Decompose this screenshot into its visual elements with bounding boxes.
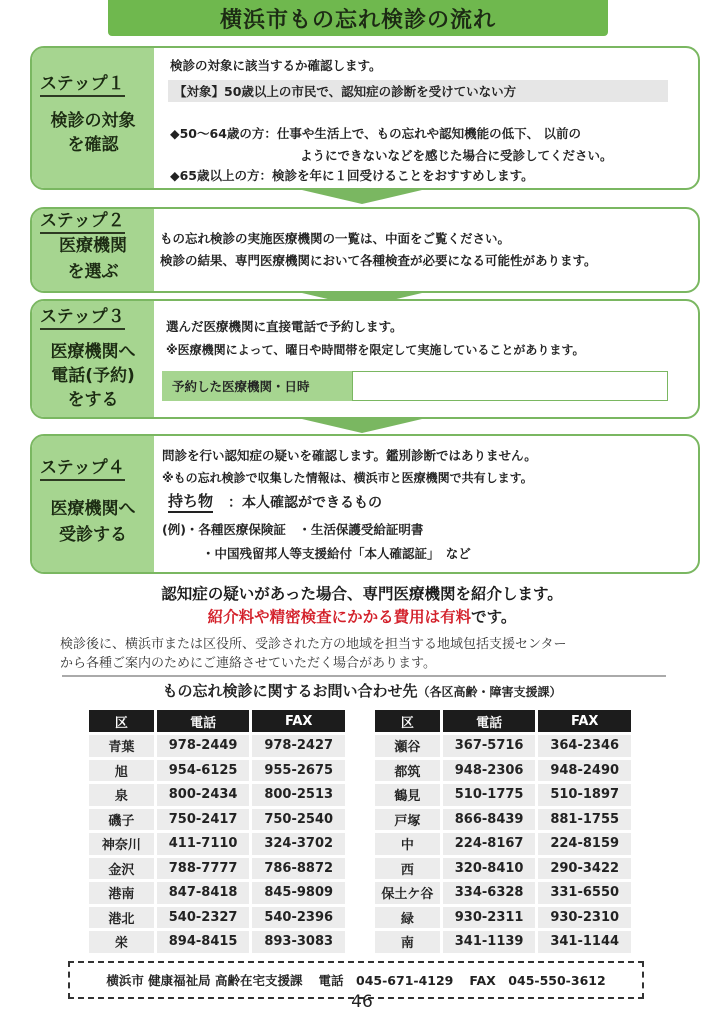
step-4-line-1: 問診を行い認知症の疑いを確認します。鑑別診断ではありません。 [162,448,537,463]
ward-name: 磯子 [89,809,154,831]
arrow-1 [302,190,422,204]
tel-number: 930-2311 [443,907,536,929]
step-1-sub-2: を確認 [67,135,119,155]
step-3-sub-2: 電話(予約) [51,366,135,386]
contact-table-right [372,707,634,956]
tel-number: 978-2449 [157,735,250,757]
notice-note-2: から各種ご案内のためにご連絡させていただく場合があります。 [60,656,436,671]
table-row [375,931,631,953]
table-row [89,784,345,806]
ward-name: 港南 [89,882,154,904]
fax-number: 978-2427 [252,735,345,757]
footer-fax: FAX 045-550-3612 [469,973,606,988]
ward-name: 戸塚 [375,809,440,831]
tel-number: 224-8167 [443,833,536,855]
step-1-line-5: ◆65歳以上の方：検診を年に１回受けることをおすすめします。 [170,168,534,183]
header-fax: FAX [252,710,345,732]
fax-number: 510-1897 [538,784,631,806]
tel-number: 367-5716 [443,735,536,757]
step-4-box [30,434,700,574]
table-row [375,809,631,831]
fax-number: 786-8872 [252,858,345,880]
footer-org: 横浜市 健康福祉局 高齢在宅支援課 [106,973,303,988]
table-row [375,907,631,929]
table-header-row [375,710,631,732]
contact-title-main: もの忘れ検診に関するお問い合わせ先 [162,682,418,700]
contact-divider [62,675,666,677]
table-header-row [89,710,345,732]
step-4-belongings: ：本人確認ができるもの [228,495,382,511]
step-1-box [30,46,700,190]
table-row [89,833,345,855]
table-row [89,858,345,880]
ward-name: 神奈川 [89,833,154,855]
footer-tel: 電話 045-671-4129 [318,973,454,988]
step-3-box [30,299,700,419]
step-2-box [30,207,700,293]
header-tel: 電話 [157,710,250,732]
reservation-field[interactable] [352,371,668,401]
table-row [89,809,345,831]
step-2-label: ステップ２ [40,211,125,234]
step-2-sub-2: を選ぶ [67,262,119,282]
table-row [375,882,631,904]
fax-number: 881-1755 [538,809,631,831]
fax-number: 845-9809 [252,882,345,904]
step-2-panel [32,209,154,291]
tel-number: 948-2306 [443,760,536,782]
ward-name: 中 [375,833,440,855]
ward-name: 都筑 [375,760,440,782]
step-4-sub-2: 受診する [59,525,127,545]
fax-number: 224-8159 [538,833,631,855]
step-4-belongings-label: 持ち物 [168,490,213,513]
step-4-panel [32,436,154,572]
step-2-line-1: もの忘れ検診の実施医療機関の一覧は、中面をご覧ください。 [160,231,511,246]
tel-number: 320-8410 [443,858,536,880]
arrow-3 [302,419,422,433]
ward-name: 瀬谷 [375,735,440,757]
reservation-label: 予約した医療機関・日時 [162,371,352,401]
ward-name: 港北 [89,907,154,929]
step-1-target: 【対象】50歳以上の市民で、認知症の診断を受けていない方 [168,80,668,102]
fax-number: 324-3702 [252,833,345,855]
ward-name: 緑 [375,907,440,929]
ward-name: 保土ケ谷 [375,882,440,904]
step-4-sub-1: 医療機関へ [50,499,136,519]
contact-title-sub: （各区高齢・障害支援課） [417,685,562,699]
step-3-line-2: ※医療機関によって、曜日や時間帯を限定して実施していることがあります。 [166,343,585,357]
page-number: 46 [351,992,373,1012]
tel-number: 750-2417 [157,809,250,831]
fax-number: 540-2396 [252,907,345,929]
step-3-line-1: 選んだ医療機関に直接電話で予約します。 [166,319,403,334]
step-1-line-3: ◆50～64歳の方：仕事や生活上で、もの忘れや認知機能の低下、 以前の [170,126,582,141]
fax-number: 290-3422 [538,858,631,880]
ward-name: 西 [375,858,440,880]
step-3-label: ステップ３ [40,307,125,330]
step-1-panel [32,48,154,188]
tel-number: 510-1775 [443,784,536,806]
notice-note-1: 検診後に、横浜市または区役所、受診された方の地域を担当する地域包括支援センター [60,637,567,652]
contact-table-left [86,707,348,956]
header-tel: 電話 [443,710,536,732]
step-2-line-2: 検診の結果、専門医療機関において各種検査が必要になる可能性があります。 [160,253,597,268]
fax-number: 331-6550 [538,882,631,904]
fax-number: 341-1144 [538,931,631,953]
step-4-label: ステップ４ [40,458,125,481]
ward-name: 旭 [89,760,154,782]
tel-number: 866-8439 [443,809,536,831]
tel-number: 894-8415 [157,931,250,953]
step-3-panel [32,301,154,417]
contact-title [0,680,724,701]
fax-number: 955-2675 [252,760,345,782]
tel-number: 800-2434 [157,784,250,806]
fax-number: 948-2490 [538,760,631,782]
ward-name: 南 [375,931,440,953]
notice-line-2-rest: です。 [471,608,517,626]
fax-number: 930-2310 [538,907,631,929]
header-fax: FAX [538,710,631,732]
tel-number: 540-2327 [157,907,250,929]
table-row [89,907,345,929]
table-row [89,882,345,904]
fax-number: 750-2540 [252,809,345,831]
tel-number: 788-7777 [157,858,250,880]
table-row [375,784,631,806]
step-4-line-2: ※もの忘れ検診で収集した情報は、横浜市と医療機関で共有します。 [162,471,533,485]
step-1-sub-1: 検診の対象 [50,111,136,131]
ward-name: 泉 [89,784,154,806]
tel-number: 334-6328 [443,882,536,904]
tel-number: 847-8418 [157,882,250,904]
table-row [375,735,631,757]
ward-name: 栄 [89,931,154,953]
ward-name: 鶴見 [375,784,440,806]
notice-line-1: 認知症の疑いがあった場合、専門医療機関を紹介します。 [161,585,563,603]
step-1-line-4: ようにできないなどを感じた場合に受診してください。 [300,148,613,163]
tel-number: 954-6125 [157,760,250,782]
step-1-label: ステップ１ [40,74,125,97]
fax-number: 364-2346 [538,735,631,757]
step-4-example-2: ・中国残留邦人等支援給付「本人確認証」 など [202,546,471,561]
table-row [375,858,631,880]
notice-line-2 [0,605,724,627]
fax-number: 893-3083 [252,931,345,953]
tel-number: 341-1139 [443,931,536,953]
page-title-text: 横浜市もの忘れ検診の流れ [219,7,496,33]
fax-number: 800-2513 [252,784,345,806]
header-ward: 区 [89,710,154,732]
tel-number: 411-7110 [157,833,250,855]
table-row [89,760,345,782]
step-3-sub-1: 医療機関へ [50,342,136,362]
header-ward: 区 [375,710,440,732]
notice-paid-text: 紹介料や精密検査にかかる費用は有料 [207,608,472,626]
ward-name: 青葉 [89,735,154,757]
step-2-sub-1: 医療機関 [59,236,127,256]
step-3-sub-3: をする [67,390,119,410]
page-title [108,0,608,36]
step-4-example-1: (例)・各種医療保険証 ・生活保護受給証明書 [162,522,424,537]
table-row [89,931,345,953]
table-row [375,760,631,782]
ward-name: 金沢 [89,858,154,880]
table-row [89,735,345,757]
step-1-line-1: 検診の対象に該当するか確認します。 [170,58,382,73]
table-row [375,833,631,855]
